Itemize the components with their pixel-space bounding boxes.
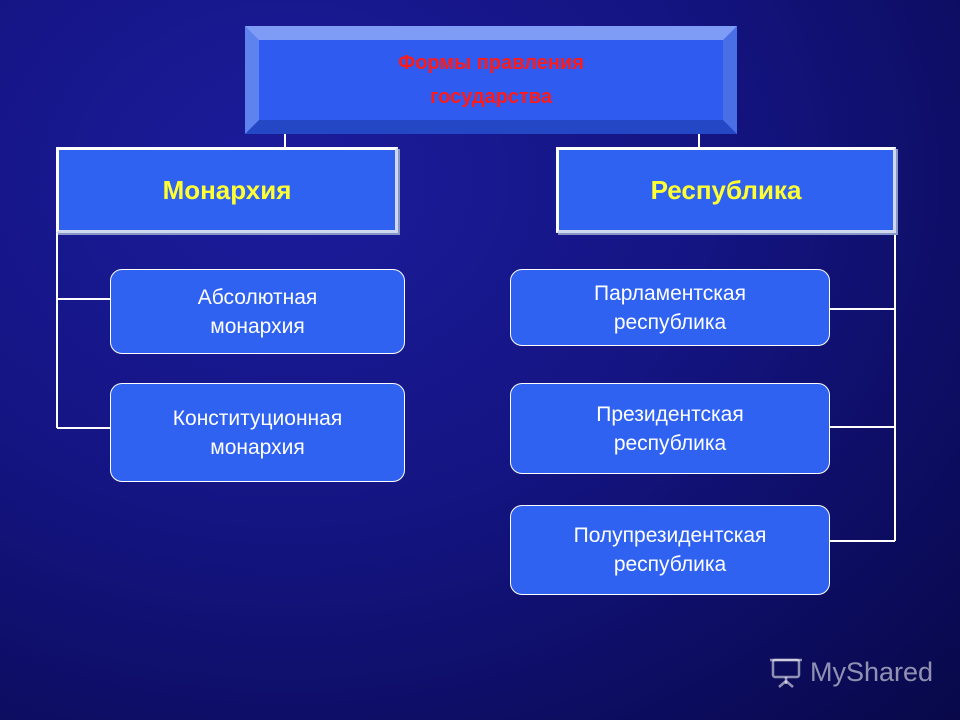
absolute-monarchy-line-2: монархия [210,314,305,338]
semipresidential-republic-box [510,505,830,595]
constitutional-monarchy-box [110,383,405,482]
constitutional-monarchy-line-2: монархия [210,435,305,459]
watermark-text: MyShared [810,656,934,687]
parliamentary-republic-line-2: республика [613,310,727,334]
presidential-republic-line-2: республика [613,431,727,455]
monarchy-box [56,147,398,233]
absolute-monarchy-box [110,269,405,354]
republic-label: Республика [650,174,802,205]
parliamentary-republic-box [510,269,830,346]
constitutional-monarchy-line-1: Конституционная [172,406,343,430]
title-line-1: Формы правления [398,52,584,74]
semipresidential-republic-line-1: Полупрезидентская [573,524,767,547]
absolute-monarchy-line-1: Абсолютная [197,285,318,309]
title-box [245,26,737,134]
monarchy-label: Монархия [162,174,292,205]
republic-box [556,147,896,233]
title-line-2: государства [430,86,552,108]
presentation-board-icon [768,654,804,690]
presidential-republic-box [510,383,830,474]
presidential-republic-line-1: Президентская [596,402,744,426]
parliamentary-republic-line-1: Парламентская [594,281,746,305]
semipresidential-republic-line-2: республика [613,553,727,576]
watermark [768,654,933,690]
